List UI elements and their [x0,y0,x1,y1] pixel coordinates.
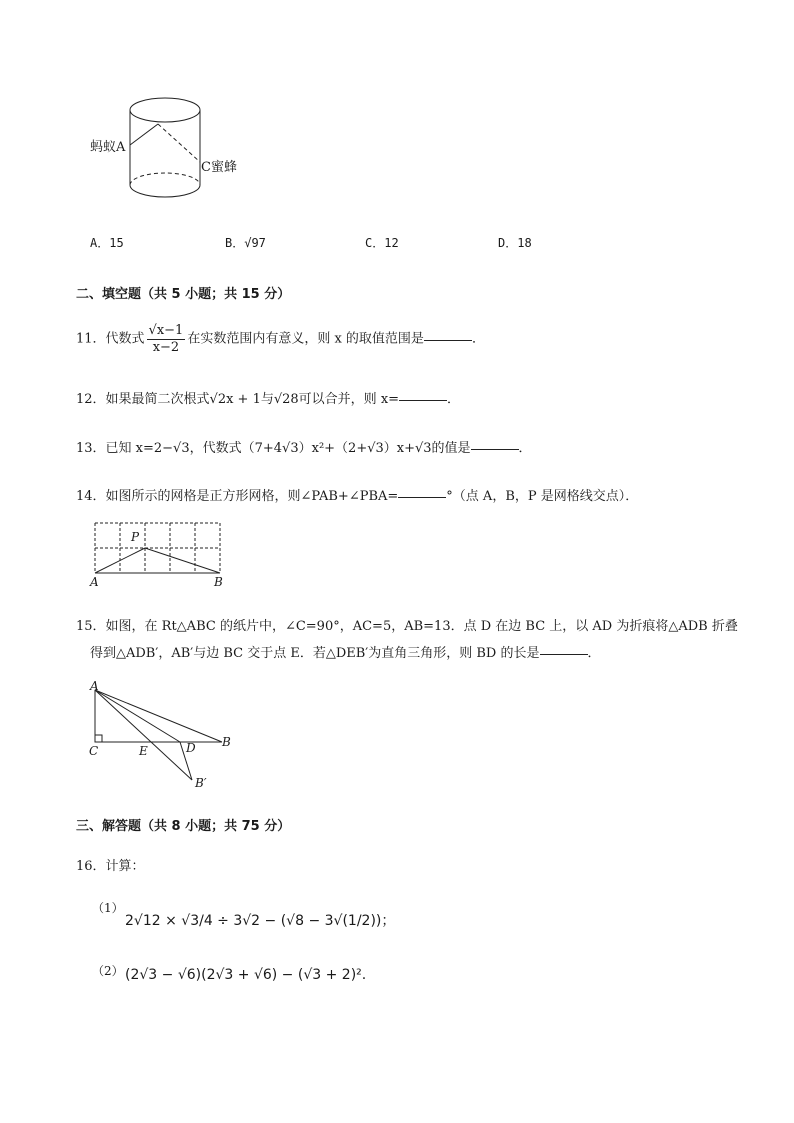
q11-denominator: x−2 [152,339,180,355]
path-ant-to-top [130,124,158,145]
path-top-to-bee [158,124,200,162]
question-14: 14．如图所示的网格是正方形网格，则∠PAB+∠PBA= °（点 A，B，P 是网格线交点）． [76,489,639,504]
q11-numerator: √x−1 [148,323,184,338]
segment-ad [95,690,180,742]
segment-pb [145,548,220,573]
grid-label-b: B [214,575,223,589]
cylinder-bottom-front [130,185,200,197]
tri-label-b: B [222,735,231,749]
section2-title: 二、填空题（共 5 小题；共 15 分） [76,287,291,302]
label-ant: 蚂蚁A [90,140,126,155]
grid-figure [85,518,235,590]
triangle-figure [85,680,245,792]
segment-ab-prime [95,690,192,780]
option-d: D．18 [498,236,532,250]
segment-ab [95,690,222,742]
option-c: C．12 [365,236,399,250]
question-11: 11．代数式 $\frac{√x-1}{x-2}$ 在实数范围内有意义，则 x 的取值范围是 ． [76,323,485,355]
q16-part2-label: （2） [92,964,124,978]
q16-part1-expression: 2√12 × √3/4 ÷ 3√2 − (√8 − 3√(1/2))； [125,913,396,929]
tri-label-d: D [186,741,196,755]
cylinder-top [130,98,200,122]
right-angle-mark [95,735,102,742]
q16-part1-label: （1） [92,901,124,915]
question-15-line2: 得到△ADB′，AB′与边 BC 交于点 E．若△DEB′为直角三角形，则 BD 的长是 ． [90,646,601,661]
option-a: A．15 [90,236,124,250]
grid-label-a: A [90,575,99,589]
tri-label-a: A [90,679,99,693]
question-15-line1: 15．如图，在 Rt△ABC 的纸片中，∠C=90°，AC=5，AB=13．点 D 在边 BC 上，以 AD 为折痕将△ADB 折叠 [76,619,738,634]
question-12: 12．如果最简二次根式√2x + 1与√28可以合并，则 x= ． [76,392,461,407]
tri-label-e: E [139,744,148,758]
question-13: 13．已知 x=2−√3，代数式（7+4√3）x²+（2+√3）x+√3的值是 ． [76,441,532,456]
q16-part2-expression: (2√3 − √6)(2√3 + √6) − (√3 + 2)². [125,967,367,983]
label-bee: C蜜蜂 [201,160,237,175]
tri-label-c: C [89,744,99,758]
question-16-title: 16．计算： [76,859,145,874]
grid-label-p: P [131,530,140,544]
tri-label-b-prime: B′ [195,776,207,790]
option-b: B．√97 [225,236,266,250]
section3-title: 三、解答题（共 8 小题；共 75 分） [76,819,291,834]
cylinder-bottom-back [130,173,200,185]
